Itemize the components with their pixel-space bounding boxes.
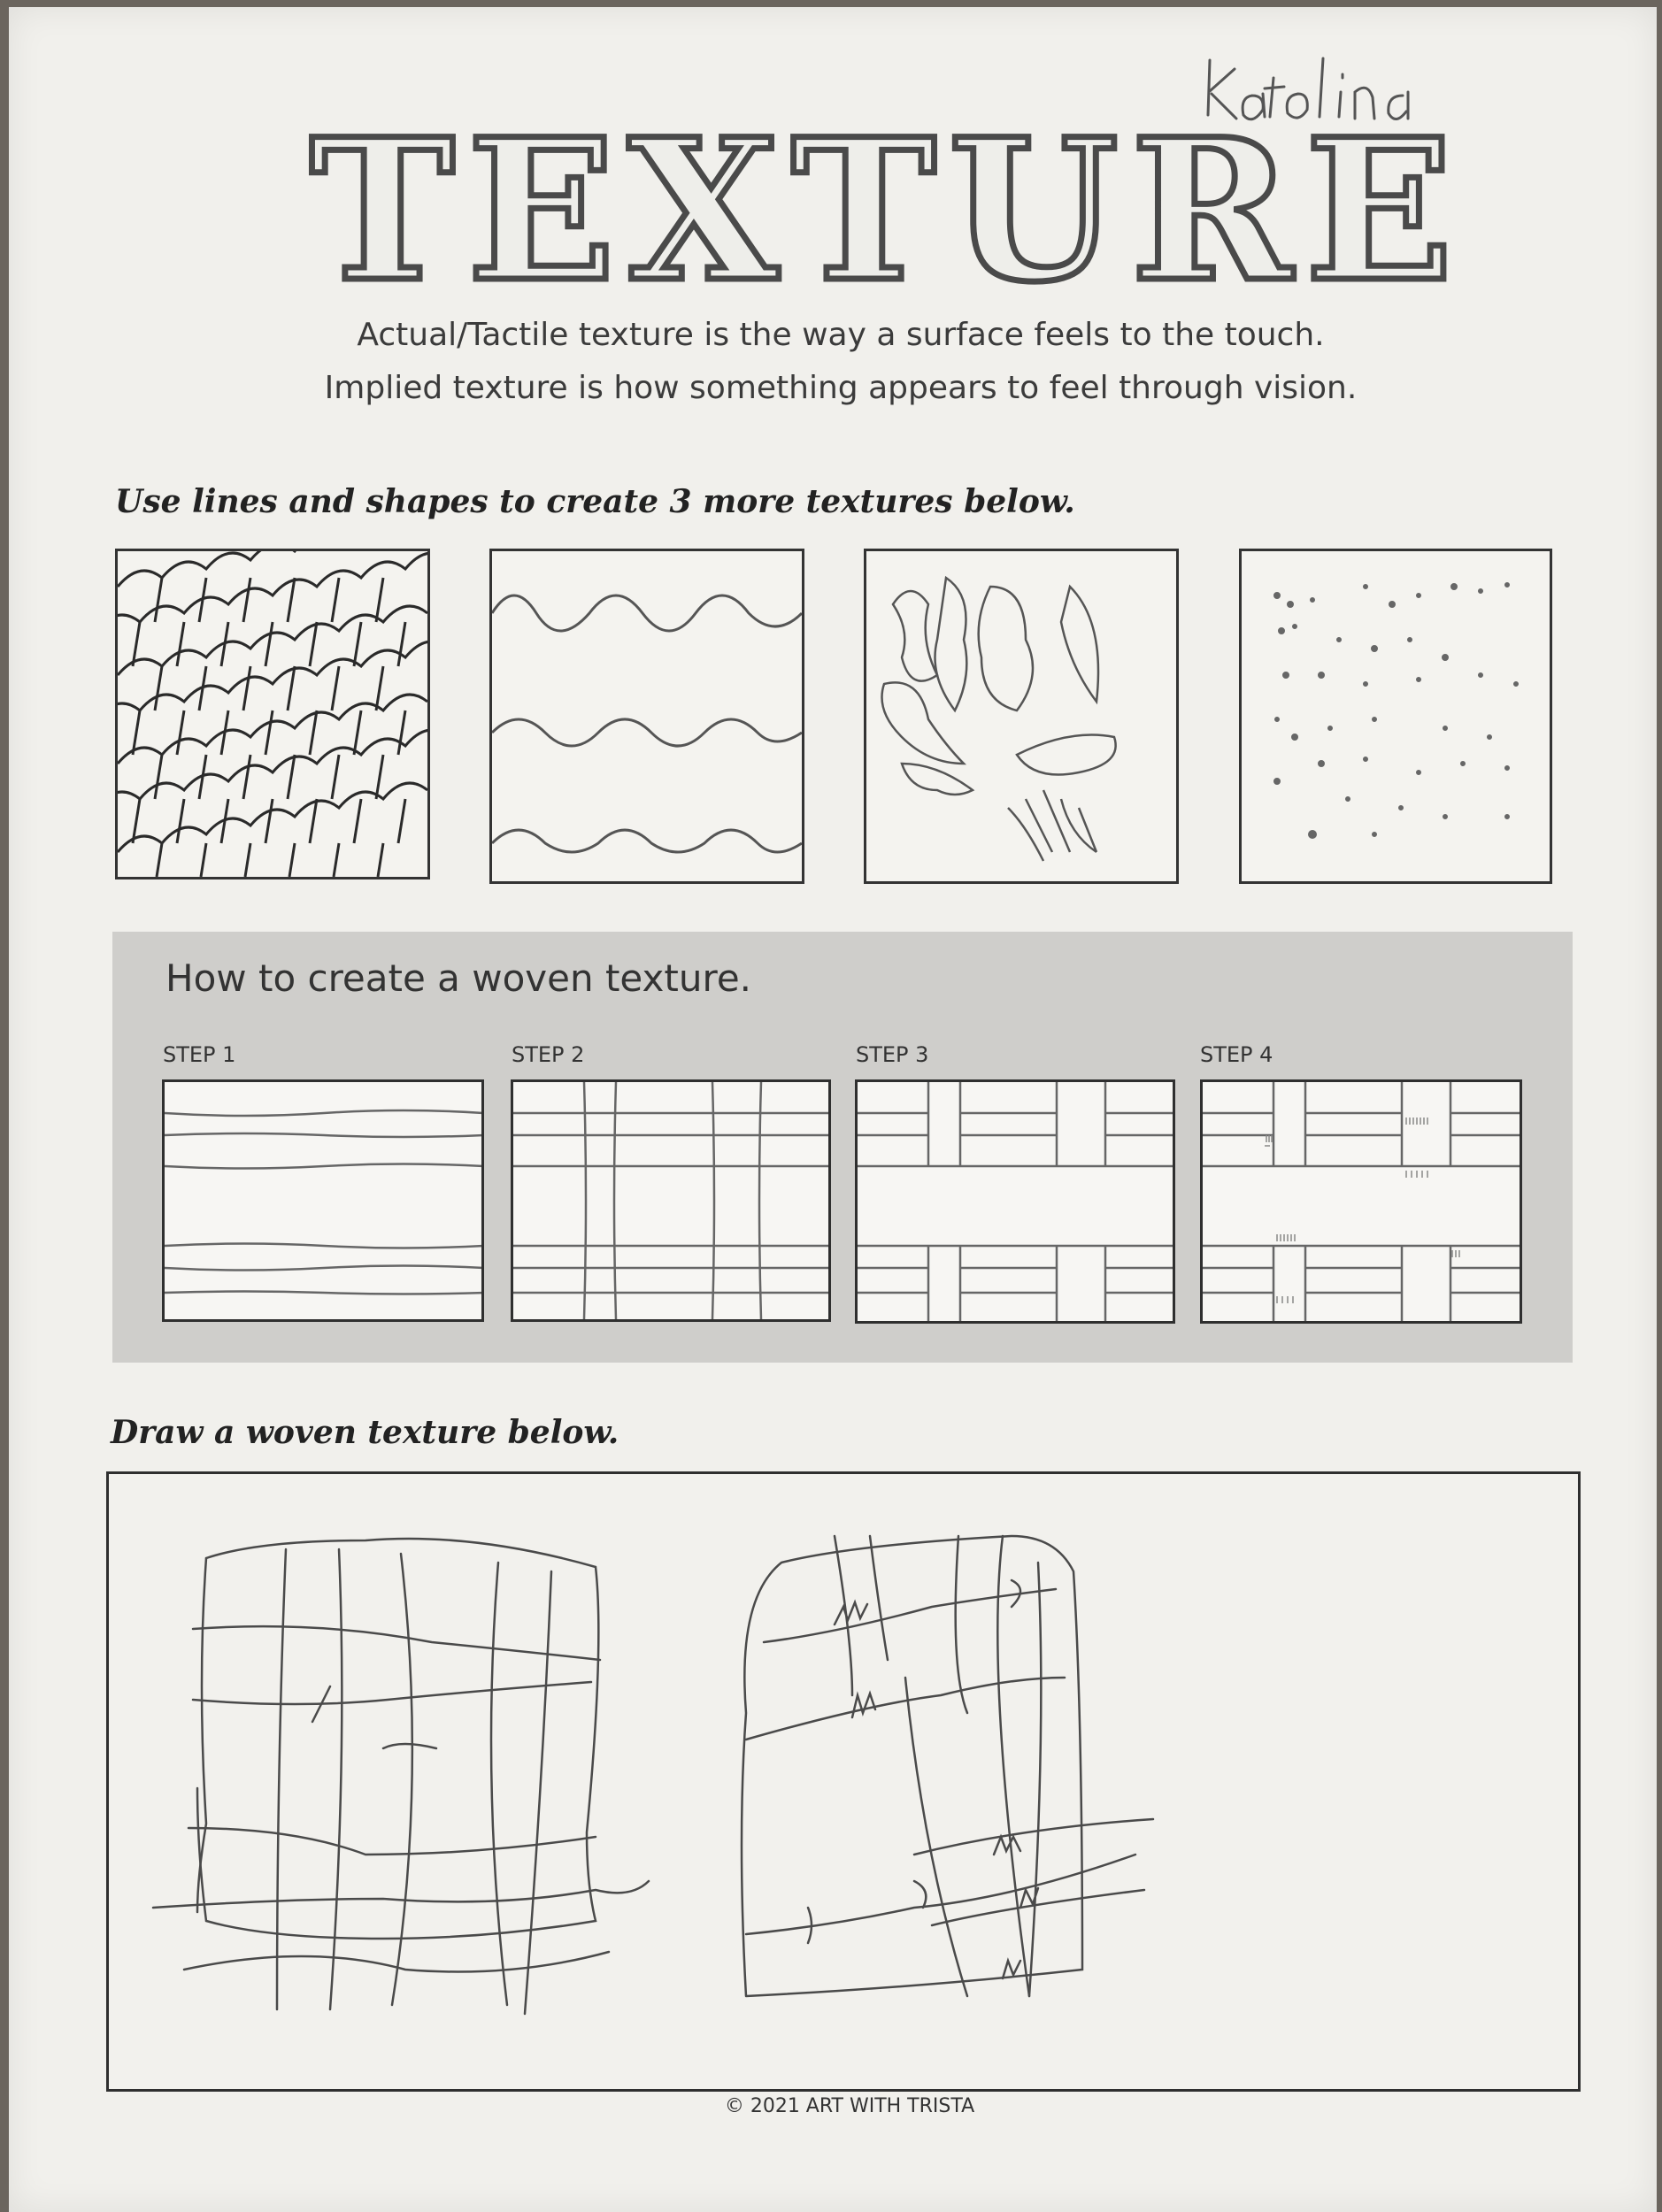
step-3-diagram — [855, 1079, 1175, 1324]
copyright-footer: © 2021 ART WITH TRISTA — [724, 2095, 975, 2117]
texture-box-scales — [115, 549, 430, 879]
woven-drawing-area — [106, 1471, 1581, 2092]
texture-box-dots — [1239, 549, 1552, 884]
woven-heading: How to create a woven texture. — [165, 956, 752, 1000]
step-1-label: STEP 1 — [163, 1042, 236, 1067]
instruction-create-textures: Use lines and shapes to create 3 more textures below. — [115, 483, 1075, 520]
worksheet-title: TEXTURE — [310, 96, 1466, 325]
step-4-label: STEP 4 — [1200, 1042, 1273, 1067]
step-1-diagram — [162, 1079, 484, 1322]
texture-box-waves — [489, 549, 804, 884]
worksheet-page — [9, 7, 1657, 2212]
step-3-label: STEP 3 — [856, 1042, 929, 1067]
step-2-label: STEP 2 — [512, 1042, 585, 1067]
texture-box-leaves — [864, 549, 1179, 884]
intro-line-implied-texture: Implied texture is how something appears to feel through vision. — [324, 370, 1358, 406]
step-2-diagram — [511, 1079, 831, 1322]
intro-line-actual-texture: Actual/Tactile texture is the way a surface feels to the touch. — [357, 317, 1325, 353]
step-4-diagram — [1200, 1079, 1522, 1324]
instruction-draw-woven: Draw a woven texture below. — [111, 1414, 619, 1451]
woven-steps-panel — [112, 932, 1573, 1363]
handwritten-signature — [1199, 42, 1429, 140]
